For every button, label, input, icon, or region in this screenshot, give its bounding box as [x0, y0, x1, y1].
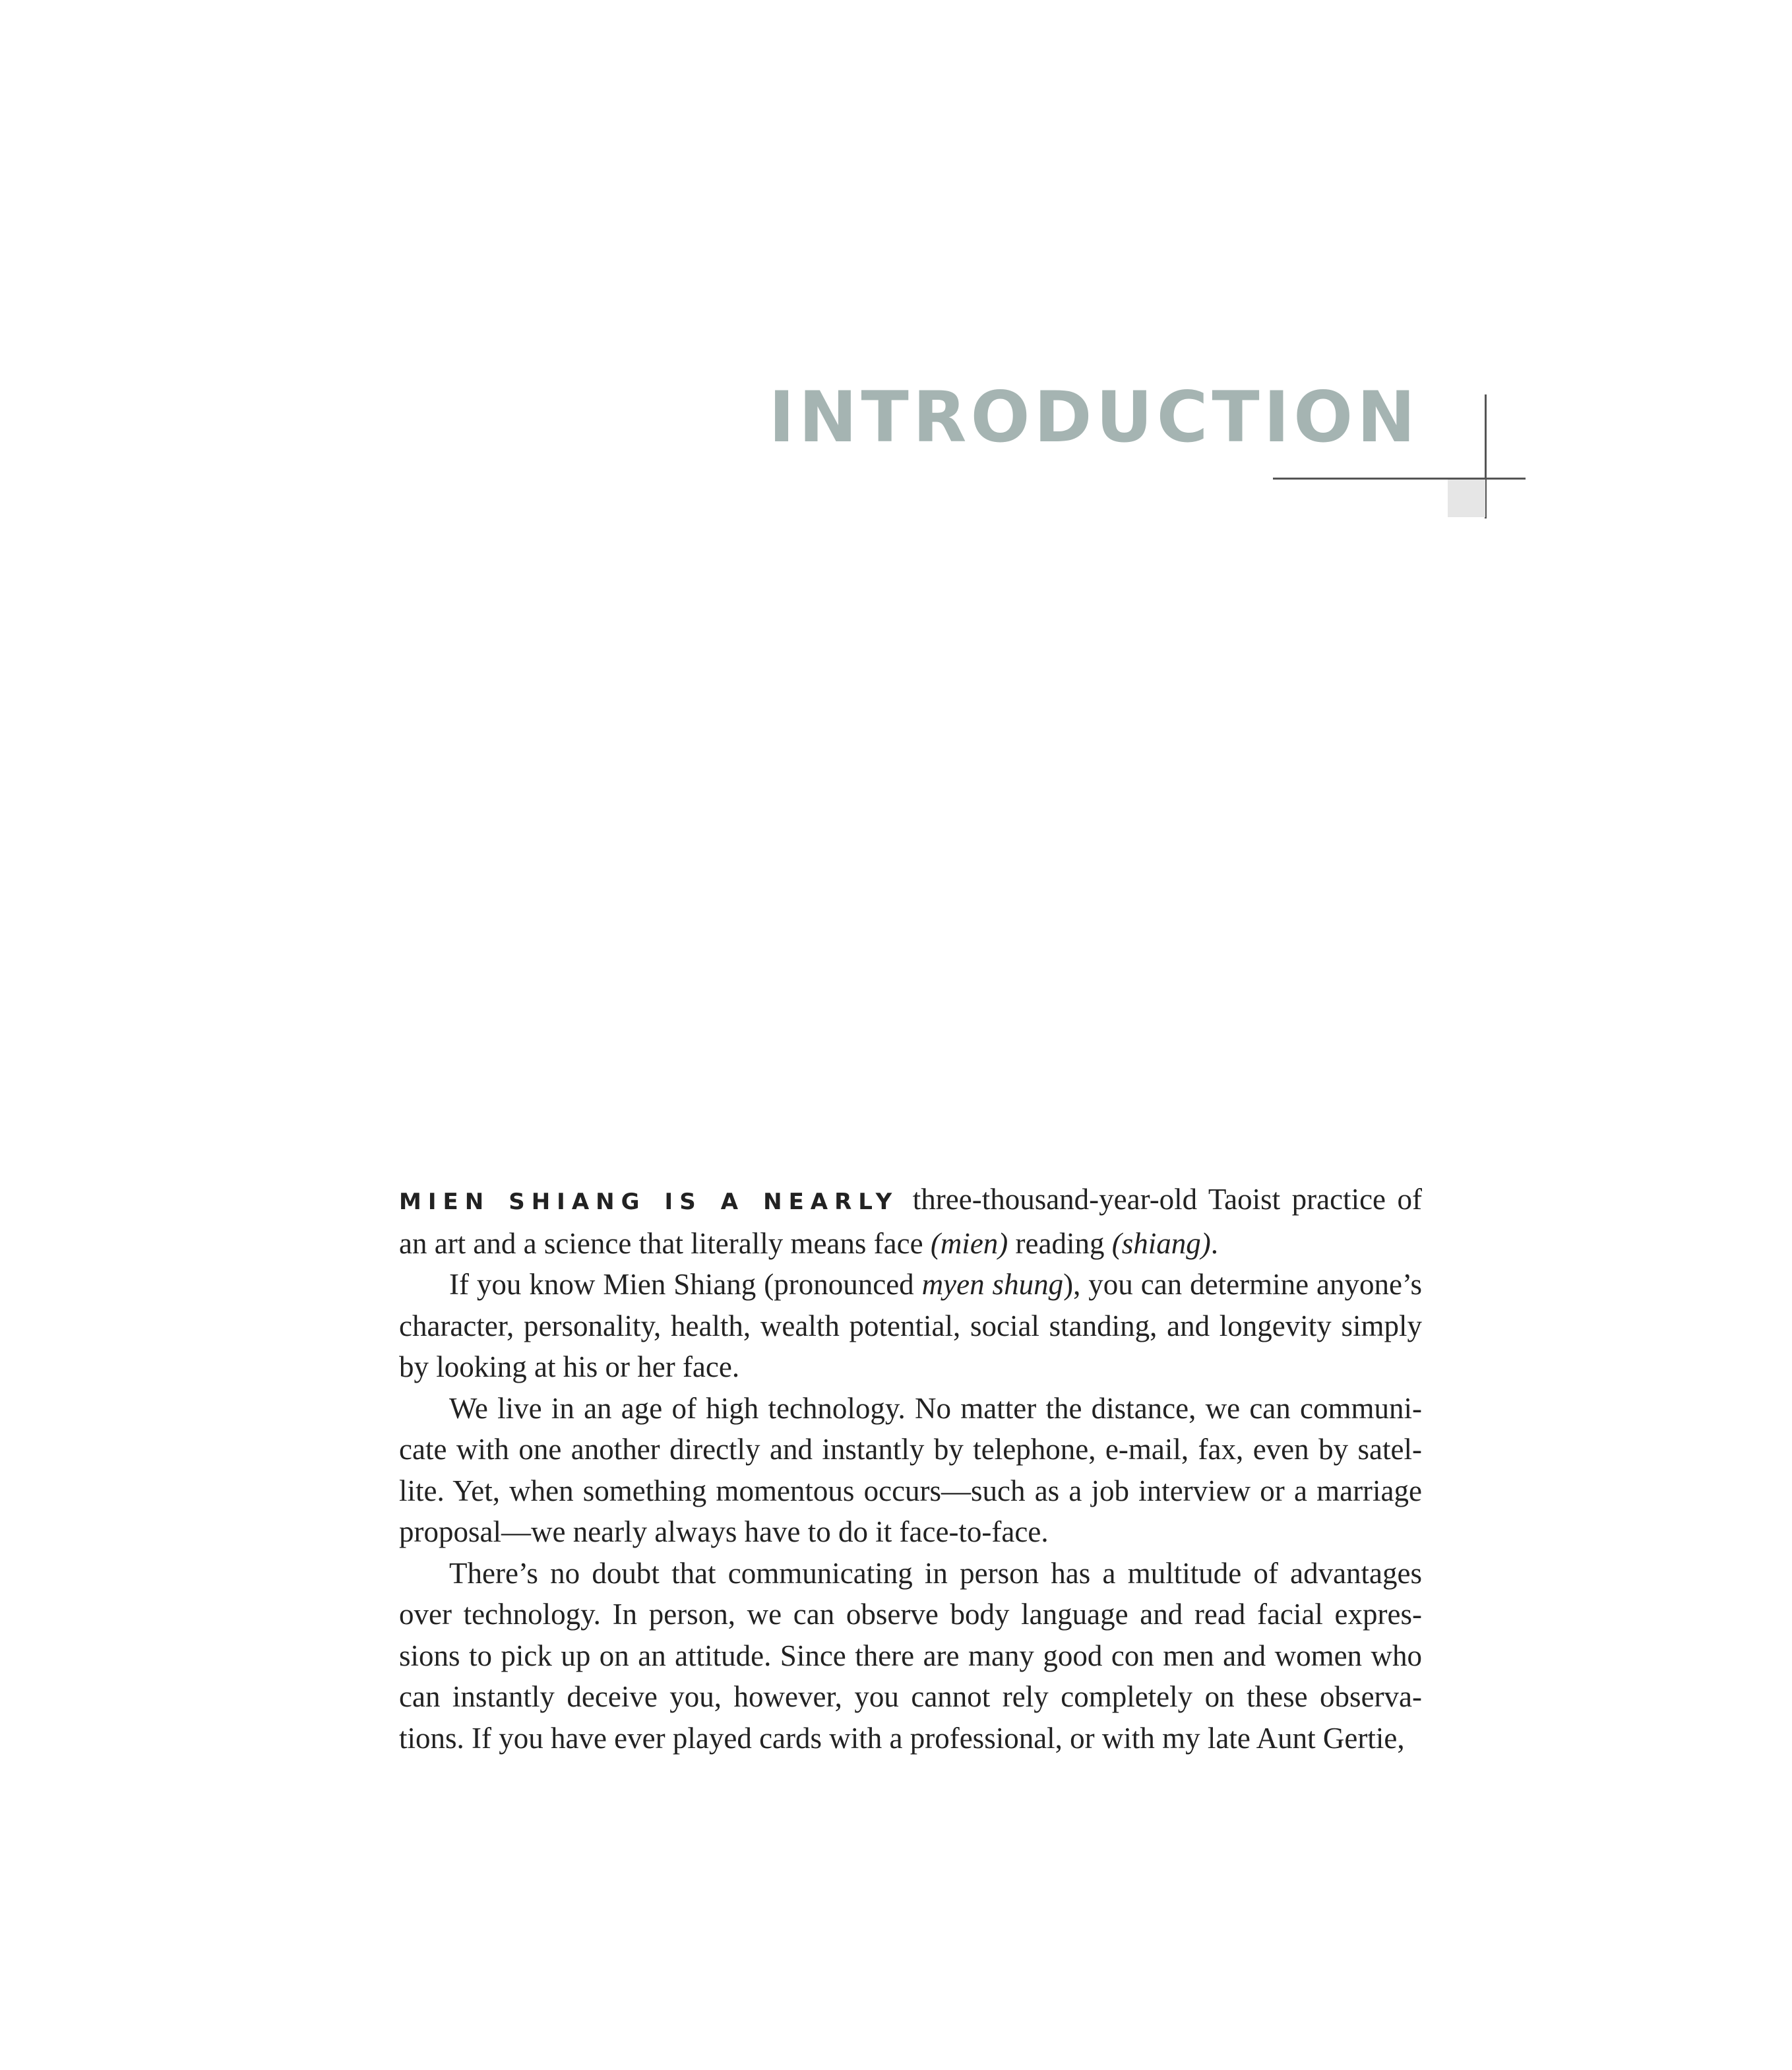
text-span: .: [1210, 1226, 1218, 1260]
italic-term: myen shung: [921, 1268, 1064, 1301]
text-span: three-thousand-year-old Taoist practice of an art and a science that literally means face: [399, 1183, 1422, 1260]
lead-in-small-caps: MIEN SHIANG IS A NEARLY: [399, 1189, 899, 1215]
text-span: There’s no doubt that communicating in person has a multitude of advantages over technology. In person, we can observe body language and read facial expres-sions to pick up on an attitude. Since there are many good con men and women who can instantly deceive you, however, you cannot rely completely on these observa-tions. If you have ever played cards with a professional, or with my late Aunt Gertie,: [399, 1556, 1422, 1755]
paragraph: [399, 1553, 1422, 1759]
paragraph: [399, 1179, 1422, 1264]
chapter-title: INTRODUCTION: [768, 377, 1419, 458]
text-span: We live in an age of high technology. No matter the distance, we can communi-cate with one another directly and instantly by telephone, e-mail, fax, even by satel-lite. Yet, when something momentous occurs—such as a job interview or a marriage proposal—we nearly always have to do it face-to-face.: [399, 1391, 1422, 1548]
italic-term: (mien): [930, 1226, 1008, 1260]
body-text: [399, 1179, 1422, 1759]
crop-mark-horizontal-line: [1273, 478, 1526, 480]
crop-mark-square: [1448, 480, 1485, 517]
text-span: If you know Mien Shiang (pronounced: [449, 1268, 922, 1301]
paragraph: [399, 1388, 1422, 1553]
italic-term: (shiang): [1111, 1226, 1211, 1260]
text-span: reading: [1008, 1226, 1112, 1260]
text-span: ), you can determine anyone’s character, personality, health, wealth potential, social standing, and longevity simply by looking at his or her face.: [399, 1268, 1422, 1383]
paragraph: [399, 1264, 1422, 1388]
